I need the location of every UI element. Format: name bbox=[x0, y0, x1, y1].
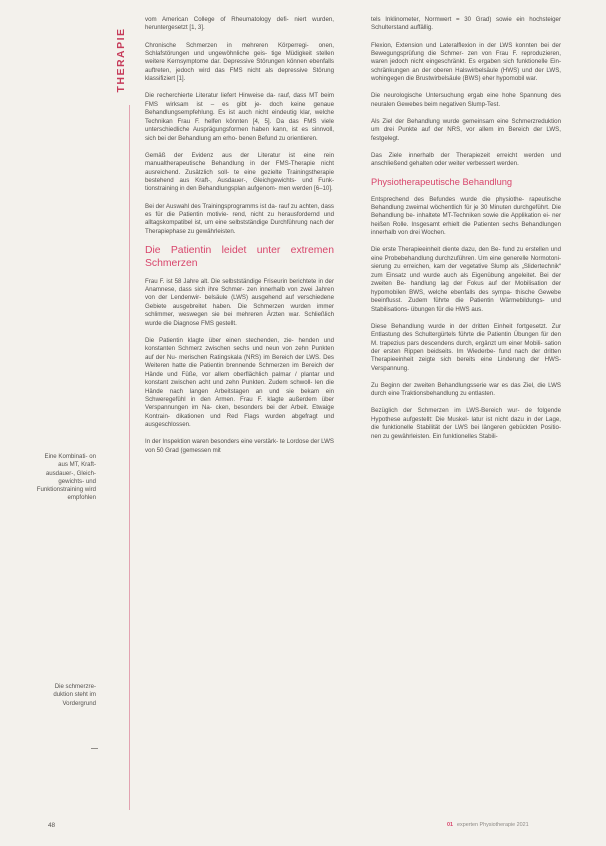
section-heading-treatment: Physiotherapeutische Behandlung bbox=[371, 177, 513, 188]
paragraph: Flexion, Extension und Lateralflexion in der LWS konnten bei der Bewegungsprüfung die Schmer- zen von Frau F. reproduzieren, waren jedoch nicht eingeschränkt. Es ergaben sich funktionelle Ein- schränkungen an der oberen Halswirbelsäule (HWS) und der LWS, wohingegen die Brustwirbelsäule (BWS) eher hypomobil war. bbox=[371, 41, 561, 83]
paragraph: Bezüglich der Schmerzen im LWS-Bereich wur- de folgende Hypothese aufgestellt: Die Muskel- latur ist nicht dazu in der Lage, die funktionelle Stabilität der LWS bei längeren gebückten Positio- nen zu gewährleisten. Ein funktionelles Stabili- bbox=[371, 407, 561, 440]
section-tab-label: THERAPIE bbox=[115, 27, 127, 93]
paragraph: Die recherchierte Literatur liefert Hinweise da- rauf, dass MT beim FMS wirksam ist – es gibt je- doch keine genaue Behandlungsempfehlung. Es ist auch nicht eindeutig klar, welche Technikan Frau F. helfen könnten [4, 5]. Da das FMS viele unterschiedliche Ausprägungsformen haben kann, ist es sinnvoll, sich bei der Behandlung am erho- benen Befund zu orientieren. bbox=[145, 92, 334, 142]
section-heading-pain: Die Patientin leidet unter extremen Schmerzen bbox=[145, 244, 334, 269]
paragraph: Die erste Therapieeinheit diente dazu, den Be- fund zu erstellen und eine Probebehandlung durchzuführen. Um eine generelle Normotoni- sierung zu erreichen, kam der vegetative Slump als „Slidertechnik“ zum Einsatz und wurde auch als Eigenübung angeleitet. Bei der zweiten Be- handlung lag der Fokus auf der Mobilisation der hypomobilen BWS, welche ebenfalls des sympa- thische Gewebe beeinflusst. Zudem führte die Patientin Wärmebildungs- und Stabilisations- übungen für die HWS aus. bbox=[371, 246, 561, 313]
paragraph: Entsprechend des Befundes wurde die physiothe- rapeutische Behandlung zweimal wöchentlich für je 30 Minuten durchgeführt. Die Behandlung be- inhaltete MT-Techniken sowie die Applikation ei- ner heißen Rolle. Insgesamt erhielt die Patienten sechs Behandlungen innerhalb von drei Wochen. bbox=[371, 195, 561, 237]
section-tab bbox=[113, 22, 129, 102]
journal-title: experten Physiotherapie bbox=[457, 822, 516, 828]
paragraph: Chronische Schmerzen in mehreren Körperregi- onen, Schlafstörungen und ungewöhnliche geis- tige Müdigkeit stellen weitere Kernsymptome dar. Depressive Störungen können ebenfalls auftreten, jedoch wird das FMS nicht als depressive Störung klassifiziert [1]. bbox=[145, 41, 334, 83]
journal-year: 2021 bbox=[516, 822, 529, 828]
paragraph: Diese Behandlung wurde in der dritten Einheit fortgesetzt. Zur Entlastung des Schultergürtels führte die Patientin Übungen für den M. trapezius pars descendens durch, ergänzt um einer Mobili- sation der ersten Rippen beidseits. Im Wiederbe- fund nach der dritten Therapieeinheit zeigte sich bereits eine Linderung der HWS-Verspannung. bbox=[371, 322, 561, 372]
text-column-left bbox=[145, 16, 334, 464]
paragraph: Die Patientin klagte über einen stechenden, zie- henden und konstanten Schmerz zwischen sechs und neun von zehn Punkten auf der Nu- merischen Ratingskala (NRS) im Bereich der LWS. Des Weiteren hatte die Patientin brennende Schmerzen im Bereich der Hände und Füße, vor allem oberflächlich palmar / plantar und konstant zwischen acht und zehn Punkten. Zudem schwoll- len die Hände nach langen Arbeitstagen an und sie bekam ein Schweregefühl in den Armen. Frau F. klagte außerdem über Verspannungen im Na- cken, besonders bei der Arbeit. Etwaige Kontrain- dikationen und Red Flags wurden abgefragt und ausgeschlossen. bbox=[145, 336, 334, 429]
paragraph: Gemäß der Evidenz aus der Literatur ist eine rein manualtherapeutische Behandlung in der FMS-Therapie nicht ausreichend. Zusätzlich soll- te eine gezielte Trainingstherapie bestehend aus Kraft-, Ausdauer-, Gleichgewichts- und Funk- tionstraining in den Behandlungsplan aufgenom- men werden [6–10]. bbox=[145, 151, 334, 193]
paragraph: In der Inspektion waren besonders eine verstärk- te Lordose der LWS von 50 Grad (gemessen mit bbox=[145, 438, 334, 454]
sidebar-note-training: Eine Kombinati- on aus MT, Kraft- ausdauer-, Gleich- gewichts- und Funktionstraining wird empfohlen bbox=[36, 453, 96, 502]
paragraph: tels Inklinometer, Normwert = 30 Grad) sowie ein hochsteiger Schulterstand auffällig. bbox=[371, 16, 561, 32]
margin-tick bbox=[91, 748, 98, 749]
column-divider-rule bbox=[129, 105, 130, 810]
text-column-right bbox=[371, 16, 561, 450]
paragraph: Zu Beginn der zweiten Behandlungsserie war es das Ziel, die LWS durch eine Traktionsbehandlung zu entlasten. bbox=[371, 381, 561, 398]
sidebar-note-pain-reduction: Die schmerzre- duktion steht im Vordergrund bbox=[53, 683, 96, 707]
paragraph: Als Ziel der Behandlung wurde gemeinsam eine Schmerzreduktion um drei Punkte auf der NRS, vor allem im Bereich der LWS, festgelegt. bbox=[371, 117, 561, 142]
paragraph: Das Ziele innerhalb der Therapiezeit erreicht werden und anschließend gehalten oder weiter verbessert werden. bbox=[371, 151, 561, 168]
issue-number: 01 bbox=[447, 822, 453, 828]
paragraph: Bei der Auswahl des Trainingsprogramms ist da- rauf zu achten, dass es für die Patientin motivie- rend, nicht zu herausfordernd und alltagskompatibel ist, um eine selbstständige Durchführung nach der Therapiephase zu gewährleisten. bbox=[145, 202, 334, 235]
paragraph: vom American College of Rheumatology defi- niert wurden, heruntergesetzt [1, 3]. bbox=[145, 16, 334, 32]
paragraph: Frau F. ist 58 Jahre alt. Die selbstständige Friseurin berichtete in der Anamnese, dass sich ihre Schmer- zen innerhalb von zwei Jahren von der Lendenwir- belsäule (LWS) ausgehend auf verschiedene Gebiete ausgebreitet haben. Die Schmerzen wurden immer schlimmer, weswegen sie bei mehreren Ärzten war. Schließlich wurde die Diagnose FMS gestellt. bbox=[145, 277, 334, 327]
paragraph: Die neurologische Untersuchung ergab eine hohe Spannung des neuralen Gewebes beim negativen Slump-Test. bbox=[371, 92, 561, 108]
page-number: 48 bbox=[48, 822, 56, 829]
footer-journal bbox=[447, 822, 529, 828]
